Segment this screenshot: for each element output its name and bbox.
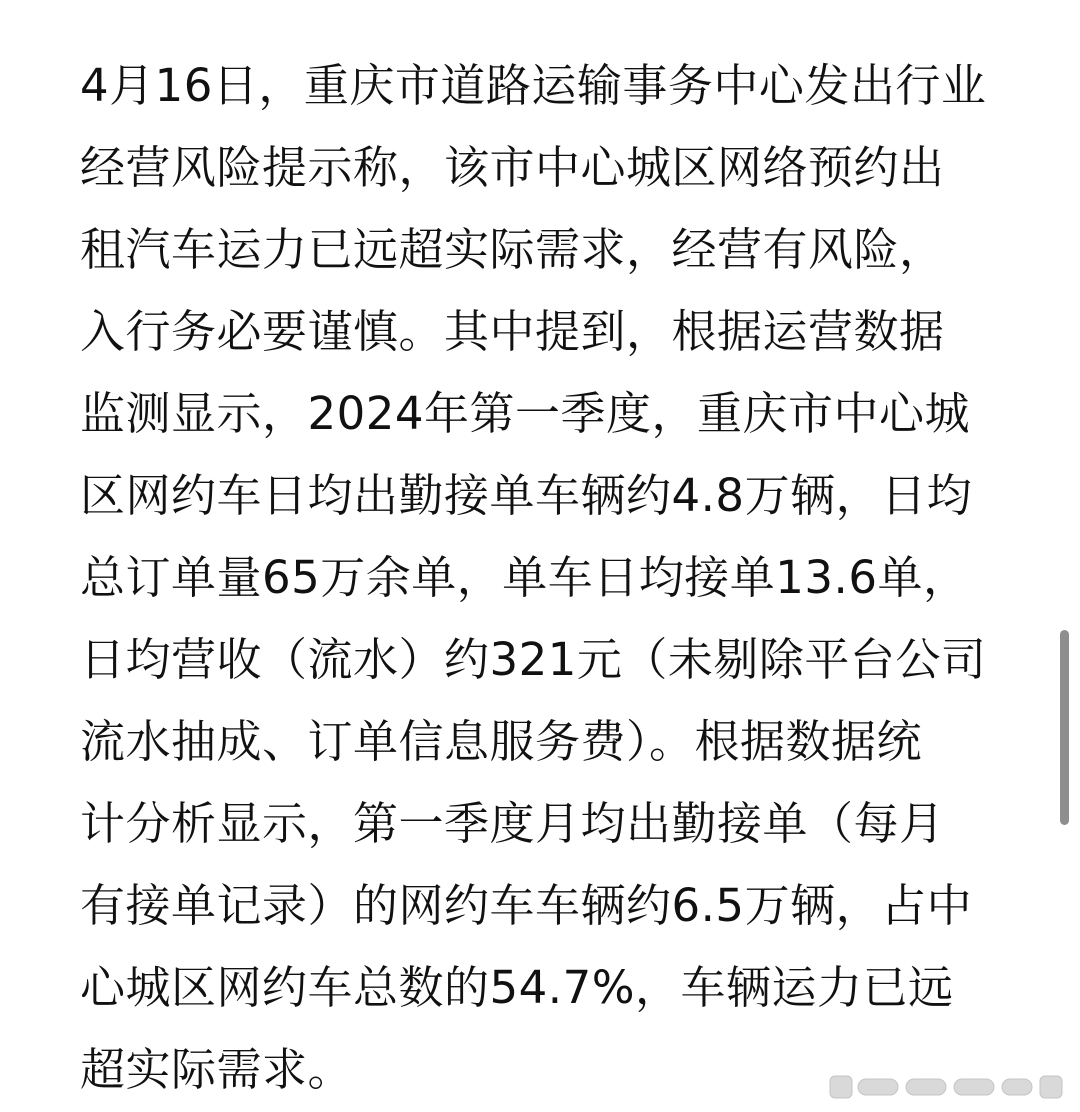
article-body xyxy=(80,45,1005,1111)
article-line-11: 有接单记录）的网约车车辆约6.5万辆，占中 xyxy=(80,879,973,932)
article-line-12: 心城区网约车总数的54.7%，车辆运力已远 xyxy=(80,961,954,1014)
article-line-2: 经营风险提示称，该市中心城区网络预约出 xyxy=(80,141,945,194)
scrollbar-thumb[interactable] xyxy=(1060,630,1069,825)
watermark-logo-icon xyxy=(828,1070,1068,1104)
article-line-8: 日均营收（流水）约321元（未剔除平台公司 xyxy=(80,633,987,686)
article-line-3: 租汽车运力已远超实际需求，经营有风险， xyxy=(80,223,945,276)
article-line-10: 计分析显示，第一季度月均出勤接单（每月 xyxy=(80,797,945,850)
article-line-5: 监测显示，2024年第一季度，重庆市中心城 xyxy=(80,387,971,440)
article-line-4: 入行务必要谨慎。其中提到，根据运营数据 xyxy=(80,305,945,358)
article-line-6: 区网约车日均出勤接单车辆约4.8万辆，日均 xyxy=(80,469,973,522)
article-line-1: 4月16日，重庆市道路运输事务中心发出行业 xyxy=(80,59,987,112)
article-line-7: 总订单量65万余单，单车日均接单13.6单， xyxy=(80,551,969,604)
article-line-13: 超实际需求。 xyxy=(80,1043,354,1096)
article-line-9: 流水抽成、订单信息服务费）。根据数据统 xyxy=(80,715,923,768)
